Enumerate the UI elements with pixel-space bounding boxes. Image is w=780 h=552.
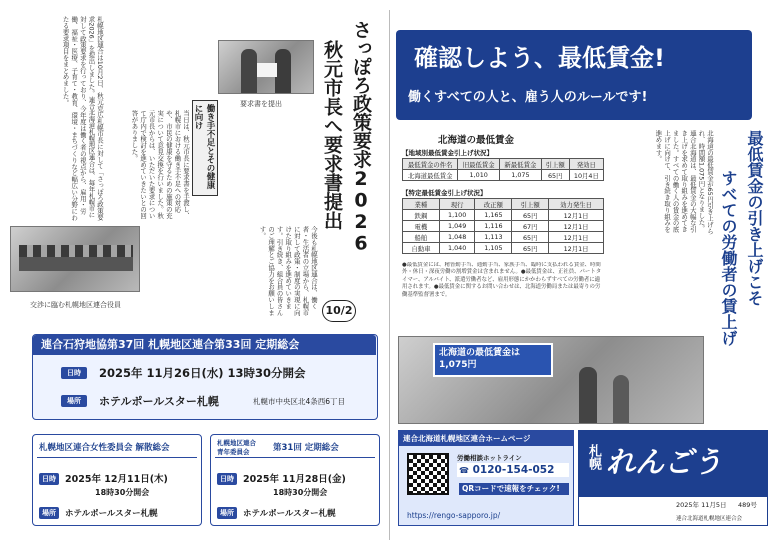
- youth-date: 2025年 11月28日(金): [243, 474, 346, 485]
- street-campaign-photo: [398, 336, 704, 424]
- homepage-box: [398, 430, 574, 526]
- campaign-sign: 北海道の最低賃金は 1,075円: [433, 343, 553, 377]
- table1-header: 最低賃金の件名: [403, 159, 458, 170]
- table1-header: 旧最低賃金: [458, 159, 500, 170]
- table1-cell: 北海道最低賃金: [403, 170, 458, 181]
- table1-row: [403, 170, 604, 181]
- table2: [402, 198, 604, 254]
- table1-cell: 1,075: [500, 170, 542, 181]
- masthead-big: れんごう: [606, 445, 723, 479]
- table-title: 北海道の最低賃金: [438, 135, 515, 146]
- table1-cell: 10月4日: [569, 170, 603, 181]
- table2-row: [403, 232, 604, 243]
- table2-cell: 1,105: [475, 243, 512, 254]
- youth-title-b: 青年委員会: [217, 448, 250, 456]
- women-time: 18時30分開会: [95, 488, 150, 497]
- table2-cell: 1,116: [475, 221, 512, 232]
- table2-cell: 1,100: [439, 210, 475, 221]
- hp-url[interactable]: https://rengo-sapporo.jp/: [407, 511, 501, 520]
- vertical-heading-2: すべての労働者の賃上げ: [719, 170, 738, 346]
- women-meeting-title: 札幌地区連合女性委員会 解散総会: [39, 443, 170, 453]
- women-meeting-box: [32, 434, 202, 526]
- left-page: [0, 0, 388, 552]
- photo1-caption: 要求書を提出: [240, 100, 282, 108]
- table2-cell: 鉄鋼: [403, 210, 440, 221]
- hp-label: 連合北海道札幌地区連合ホームページ: [399, 431, 573, 446]
- table-notes: ●最低賃金には、精皆勤手当、通勤手当、家族手当、臨時に支払われる賃金、時間外・休日・深夜労働の割増賃金は含まれません。●最低賃金は、正社員、パートタイマー、アルバイト、派遣労働者など、雇用形態にかかわらずすべての労働者に適用されます。●最低賃金に関するお問い合わせは、北海道労働局または最寄りの労働基準監督署まで。: [402, 262, 602, 298]
- table2-cell: 65円: [512, 210, 549, 221]
- date-badge: 10/2: [322, 300, 356, 322]
- masthead-small: 札幌: [586, 444, 601, 470]
- table1-header: 新最低賃金: [500, 159, 542, 170]
- women-date: 2025年 12月11日(木): [65, 474, 168, 485]
- photo2-caption: 交渉に臨む札幌地区連合役員: [30, 301, 121, 309]
- banner-subtitle: 働くすべての人と、雇う人のルールです!: [408, 90, 648, 105]
- issue-date: 2025年 11月5日: [676, 501, 727, 509]
- table1-cell: 65円: [541, 170, 569, 181]
- youth-meeting-box: [210, 434, 380, 526]
- table2-cell: 65円: [512, 232, 549, 243]
- article-body-col1: 札幌地区連合は10月2日、秋元克広札幌市長に対して「さっぽろ政策要求2026」を提出しました。連合北海道札幌地区連合は、毎年札幌市に対して政策要求を行っており、今年度は働く者の視点から、雇用・労働、福祉・医療、子育て・教育、環境・まちづくりなど幅広い分野にわたる要求項目をまとめました。: [61, 16, 104, 221]
- table2-cell: 1,165: [475, 210, 512, 221]
- banner-title: 確認しよう、最低賃金!: [414, 44, 665, 72]
- right-page: [392, 0, 780, 552]
- table2-cell: 自動車: [403, 243, 440, 254]
- issue-no: 489号: [738, 501, 757, 509]
- article-body-col2: 当日は、秋元市長に要求書を手渡し、札幌市における働き手不足への対応や、市民の健康を守るための施策の充実について意見交換を行いました。秋元市長からは、いただいた要求について庁内で検討を進めていきたいとの回答がありました。: [130, 110, 190, 219]
- main-date: 2025年 11月26日(水) 13時30分開会: [99, 366, 306, 380]
- phone-icon: ☎: [459, 466, 469, 475]
- youth-place-label: 場所: [217, 507, 237, 519]
- main-address: 札幌市中央区北4条西6丁目: [253, 397, 346, 406]
- qr-code[interactable]: [407, 453, 449, 495]
- side-label: 働き手不足とその健康に向け: [192, 100, 218, 196]
- photo-submission: [218, 40, 314, 94]
- banner: [396, 30, 752, 120]
- youth-place: ホテルポールスター札幌: [243, 509, 336, 519]
- table2-cell: 1,048: [439, 232, 475, 243]
- table2-header: 引上額: [512, 199, 549, 210]
- youth-time: 18時30分開会: [273, 488, 328, 497]
- youth-title-a: 札幌地区連合: [217, 439, 256, 447]
- youth-title-c: 第31回 定期総会: [273, 443, 339, 453]
- table2-cell: 12月1日: [549, 221, 604, 232]
- table2-cell: 1,049: [439, 221, 475, 232]
- table2-header: 改正額: [475, 199, 512, 210]
- youth-date-label: 日時: [217, 473, 237, 485]
- table2-cell: 1,040: [439, 243, 475, 254]
- table1-header: 引上額: [541, 159, 569, 170]
- table2-cell: 船舶: [403, 232, 440, 243]
- table1-header: 発効日: [569, 159, 603, 170]
- table2-cell: 電機: [403, 221, 440, 232]
- general-meeting-title: 連合石狩地協第37回 札幌地区連合第33回 定期総会: [33, 335, 376, 355]
- table2-header: 現行: [439, 199, 475, 210]
- table2-caption: 【特定最低賃金引上げ状況】: [402, 189, 487, 197]
- vertical-heading-1: 最低賃金の引き上げこそ: [745, 130, 764, 306]
- table1-caption: 【地域別最低賃金引上げ状況】: [402, 149, 493, 157]
- article-body-col3: 今後も札幌地区連合は、働く者・生活者の立場から、札幌市に対して政策・制度の実現に向けた取り組みを進めていきます。引き続き、組合員の皆さんのご理解とご協力をお願いします。: [258, 226, 318, 316]
- minwage-body: 北海道の最低賃金が65円引き上げられ、時間額1,075円となりました。連合北海道は、最低賃金の大幅な引き上げを求めて取り組みを進めてきました。すべての働く人の賃金の底上げに向けて、引き続き取り組みを進めます。: [654, 130, 714, 235]
- table2-cell: 65円: [512, 243, 549, 254]
- main-place-label: 場所: [61, 395, 87, 407]
- publisher: 連合北海道札幌地区連合会: [676, 516, 743, 522]
- table2-header: 効力発生日: [549, 199, 604, 210]
- photo-negotiation: [10, 226, 140, 292]
- table1: [402, 158, 604, 181]
- masthead: [578, 430, 768, 526]
- table2-cell: 12月1日: [549, 232, 604, 243]
- main-place: ホテルポールスター札幌: [99, 395, 219, 408]
- table2-row: [403, 221, 604, 232]
- table2-cell: 12月1日: [549, 243, 604, 254]
- main-date-label: 日時: [61, 367, 87, 379]
- table2-header: 業種: [403, 199, 440, 210]
- table2-row: [403, 210, 604, 221]
- table2-row: [403, 243, 604, 254]
- subheadline: 秋元市長へ要求書提出: [321, 40, 343, 230]
- table2-cell: 67円: [512, 221, 549, 232]
- table2-cell: 12月1日: [549, 210, 604, 221]
- women-place-label: 場所: [39, 507, 59, 519]
- women-date-label: 日時: [39, 473, 59, 485]
- general-meeting-box: [32, 334, 378, 420]
- hotline-number[interactable]: ☎ 0120-154-052: [457, 463, 569, 477]
- hotline-label: 労働相談ホットライン: [457, 454, 522, 462]
- table1-cell: 1,010: [458, 170, 500, 181]
- page-divider: [389, 10, 390, 540]
- headline: さっぽろ政策要求2026: [350, 20, 372, 254]
- table2-cell: 1,113: [475, 232, 512, 243]
- qr-text: QRコードで速報をチェック!: [459, 483, 569, 495]
- minwage-table-box: [398, 132, 608, 332]
- women-place: ホテルポールスター札幌: [65, 509, 158, 519]
